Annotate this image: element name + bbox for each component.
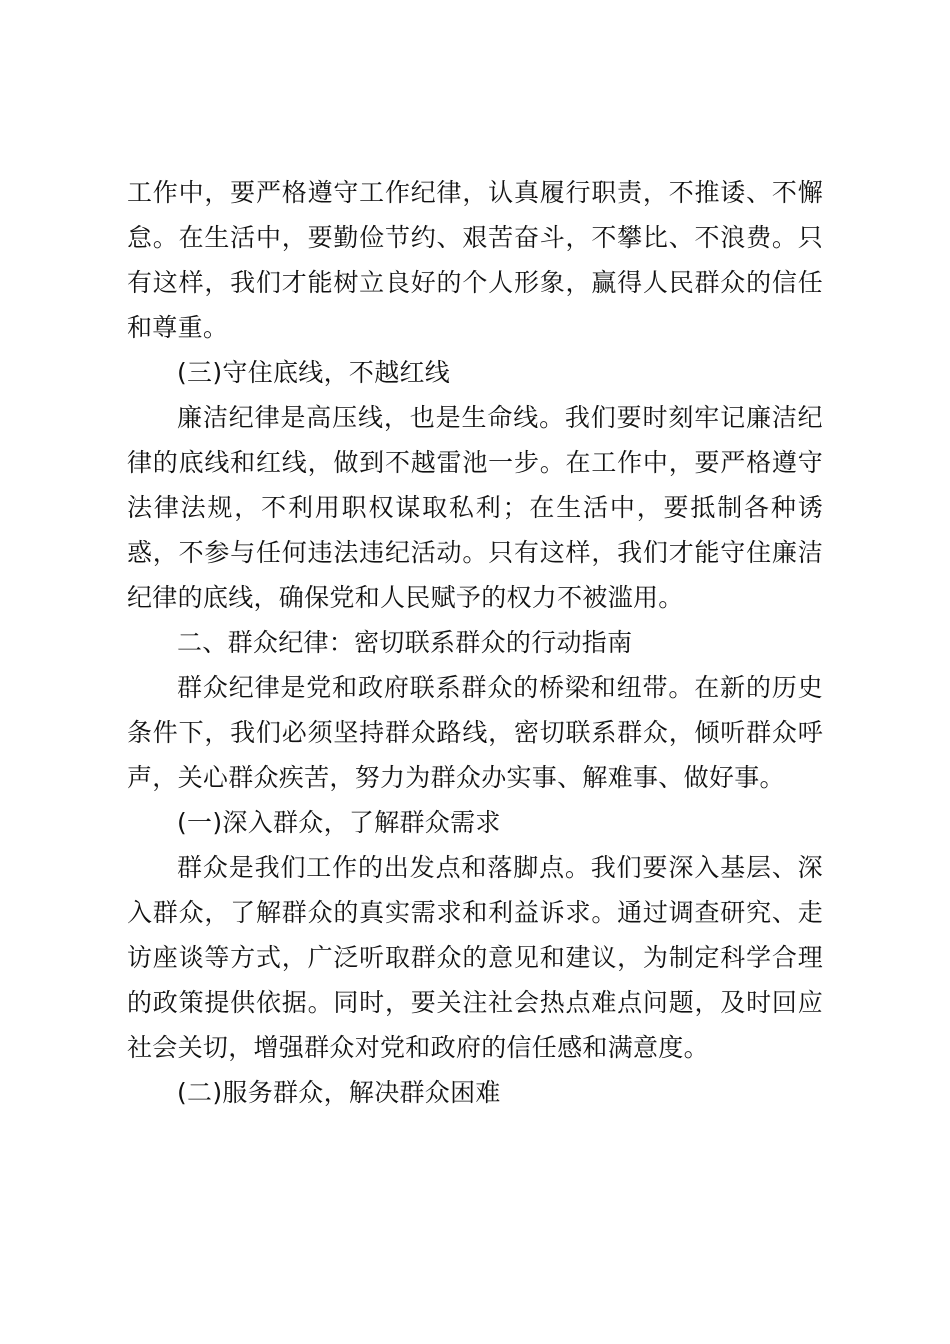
section-heading-san: (三)守住底线，不越红线 <box>177 358 451 387</box>
paragraph-continued: 工作中，要严格遵守工作纪律，认真履行职责，不推诿、不懈怠。在生活中，要勤俭节约、艰苦奋斗，不攀比、不浪费。只有这样，我们才能树立良好的个人形象，赢得人民群众的信任和尊重。 <box>127 178 823 342</box>
paragraph-integrity-discipline: 廉洁纪律是高压线，也是生命线。我们要时刻牢记廉洁纪律的底线和红线，做到不越雷池一步。在工作中，要严格遵守法律法规，不利用职权谋取私利；在生活中，要抵制各种诱惑，不参与任何违法违纪活动。只有这样，我们才能守住廉洁纪律的底线，确保党和人民赋予的权力不被滥用。 <box>127 403 823 612</box>
document-body <box>127 170 823 1115</box>
paragraph-understand-needs: 群众是我们工作的出发点和落脚点。我们要深入基层、深入群众，了解群众的真实需求和利益诉求。通过调查研究、走访座谈等方式，广泛听取群众的意见和建议，为制定科学合理的政策提供依据。同时，要关注社会热点难点问题，及时回应社会关切，增强群众对党和政府的信任感和满意度。 <box>127 853 823 1062</box>
paragraph-mass-discipline: 群众纪律是党和政府联系群众的桥梁和纽带。在新的历史条件下，我们必须坚持群众路线，密切联系群众，倾听群众呼声，关心群众疾苦，努力为群众办实事、解难事、做好事。 <box>127 673 823 792</box>
section-heading-er: (二)服务群众，解决群众困难 <box>177 1078 501 1107</box>
section-heading-yi: (一)深入群众，了解群众需求 <box>177 808 501 837</box>
chapter-heading-mass-discipline: 二、群众纪律：密切联系群众的行动指南 <box>177 628 633 657</box>
